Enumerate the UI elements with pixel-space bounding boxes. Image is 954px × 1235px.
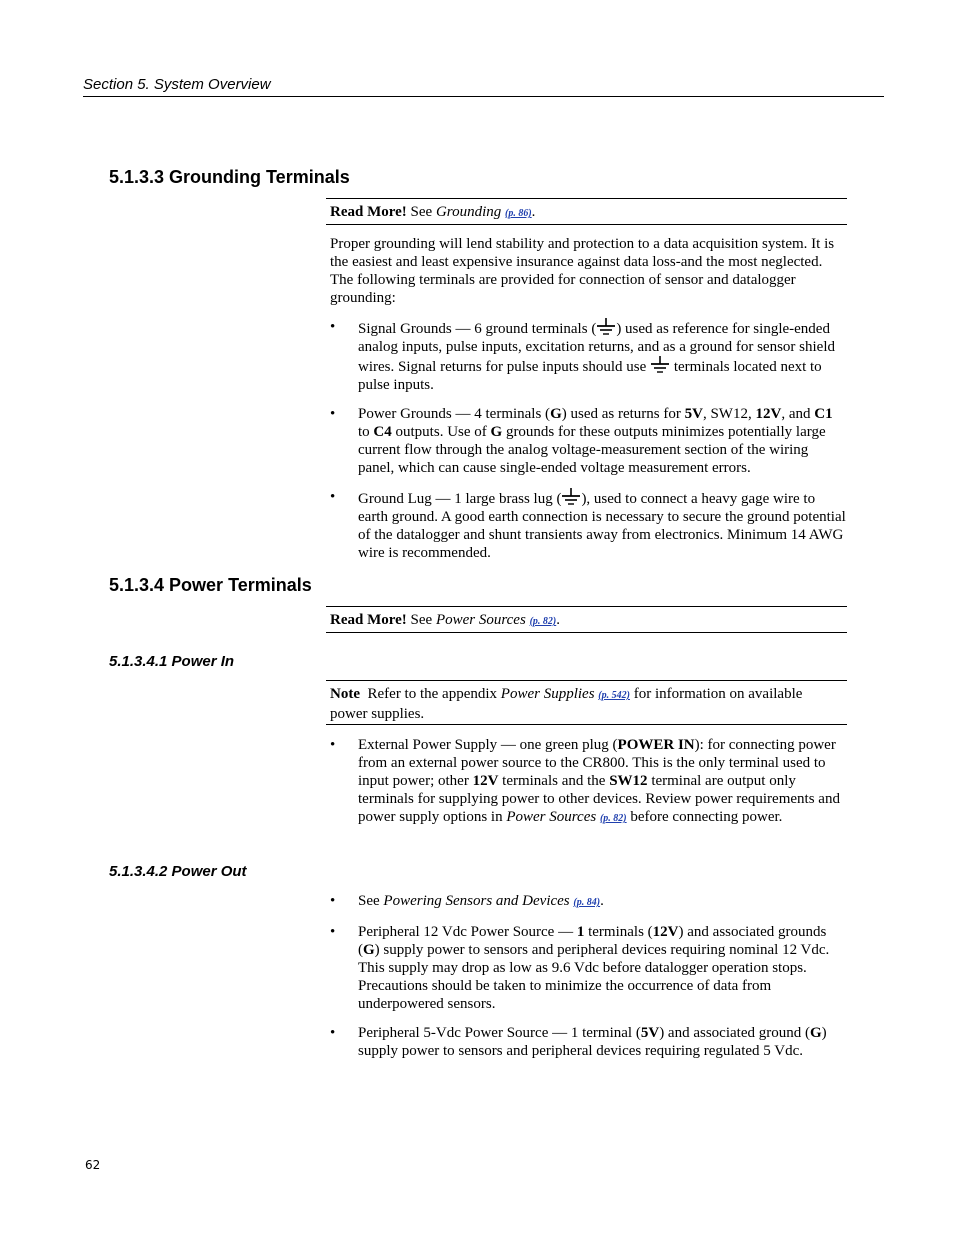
readmore-end: . xyxy=(531,204,536,220)
readmore-box-power xyxy=(326,606,847,633)
readmore-see: See xyxy=(406,612,436,628)
page-ref-link[interactable]: (p. 86) xyxy=(504,208,532,219)
readmore-topic: Power Sources xyxy=(435,612,526,628)
page-number: 62 xyxy=(85,1158,101,1172)
power-out-bullet-list xyxy=(330,892,847,1071)
bullet-glyph: • xyxy=(330,319,336,335)
list-item: • External Power Supply — one green plug (POWER IN): for connecting power from an external power source to the CR800. This is the only terminal used to input power; other 12V terminals and the SW12 terminal are output only terminals for supplying power to other devices. Review power requirements and power supply options in Power Sources (p. 82) before connecting power. xyxy=(330,737,840,825)
heading-power-in: 5.1.3.4.1 Power In xyxy=(109,653,235,670)
list-item: • Power Grounds — 4 terminals (G) used as returns for 5V, SW12, 12V, and C1 to C4 outputs. Use of G grounds for these outputs minimizes potentially large current flow through the analog voltage-measurement section of the wiring panel, which can cause single-ended voltage measurement errors. xyxy=(330,406,833,476)
heading-grounding-terminals: 5.1.3.3 Grounding Terminals xyxy=(109,167,350,187)
bullet-glyph: • xyxy=(330,1025,336,1041)
readmore-end: . xyxy=(556,612,560,628)
signal-ground-icon xyxy=(596,318,616,336)
list-item: • Peripheral 12 Vdc Power Source — 1 terminals (12V) and associated grounds (G) supply power to sensors and peripheral devices requiring nominal 12 Vdc. This supply may drop as low as 9.6 Vdc before datalogger operation stops. Precautions should be taken to minimize the occurrence of data from underpowered sensors. xyxy=(330,924,830,1012)
grounding-bullet-list xyxy=(330,318,847,573)
note-box-power-supplies: Note Refer to the appendix Power Supplies (p. 542) for information on available power supplies. xyxy=(326,680,847,725)
grounding-intro-paragraph: Proper grounding will lend stability and protection to a data acquisition system. It is the easiest and least expensive insurance against data loss-and the most neglected. The following terminals are provided for connection of sensor and datalogger grounding: xyxy=(330,236,835,306)
bullet-glyph: • xyxy=(330,737,336,753)
ground-lug-icon xyxy=(561,488,581,506)
readmore-label: Read More! xyxy=(330,204,407,220)
list-item: • Ground Lug — 1 large brass lug ( ), used to connect a heavy gage wire to earth ground. A good earth connection is necessary to secure the ground potential of the datalogger and shunt transients away from electronics. Minimum 14 AWG wire is recommended. xyxy=(330,489,846,561)
readmore-topic: Grounding xyxy=(435,204,502,220)
bullet-glyph: • xyxy=(330,893,336,909)
bullet-glyph: • xyxy=(330,406,336,422)
bullet-glyph: • xyxy=(330,489,336,505)
list-item: • Peripheral 5-Vdc Power Source — 1 terminal (5V) and associated ground (G) supply power to sensors and peripheral devices requiring regulated 5 Vdc. xyxy=(330,1025,827,1059)
signal-ground-icon xyxy=(650,356,670,374)
readmore-label: Read More! xyxy=(330,612,407,628)
readmore-see: See xyxy=(406,204,436,220)
note-topic: Power Supplies xyxy=(500,686,595,702)
page-ref-link[interactable]: (p. 542) xyxy=(598,690,630,701)
page-ref-link[interactable]: (p. 84) xyxy=(573,897,601,908)
list-item: • Signal Grounds — 6 ground terminals ( ) used as reference for single-ended analog inputs, pulse inputs, excitation returns, and as a ground for sensor shield wires. Signal returns for pulse inputs should use terminals located next to pulse inputs. xyxy=(330,319,835,393)
heading-power-terminals: 5.1.3.4 Power Terminals xyxy=(109,575,312,595)
note-label: Note xyxy=(330,686,360,702)
heading-power-out: 5.1.3.4.2 Power Out xyxy=(109,863,247,880)
power-in-bullet-list xyxy=(330,736,847,839)
running-header: Section 5. System Overview xyxy=(83,76,884,97)
page-ref-link[interactable]: (p. 82) xyxy=(599,813,627,824)
bullet-glyph: • xyxy=(330,924,336,940)
readmore-box-grounding xyxy=(326,198,847,225)
page-ref-link[interactable]: (p. 82) xyxy=(529,616,557,627)
list-item: • See Powering Sensors and Devices (p. 84). xyxy=(330,893,604,909)
